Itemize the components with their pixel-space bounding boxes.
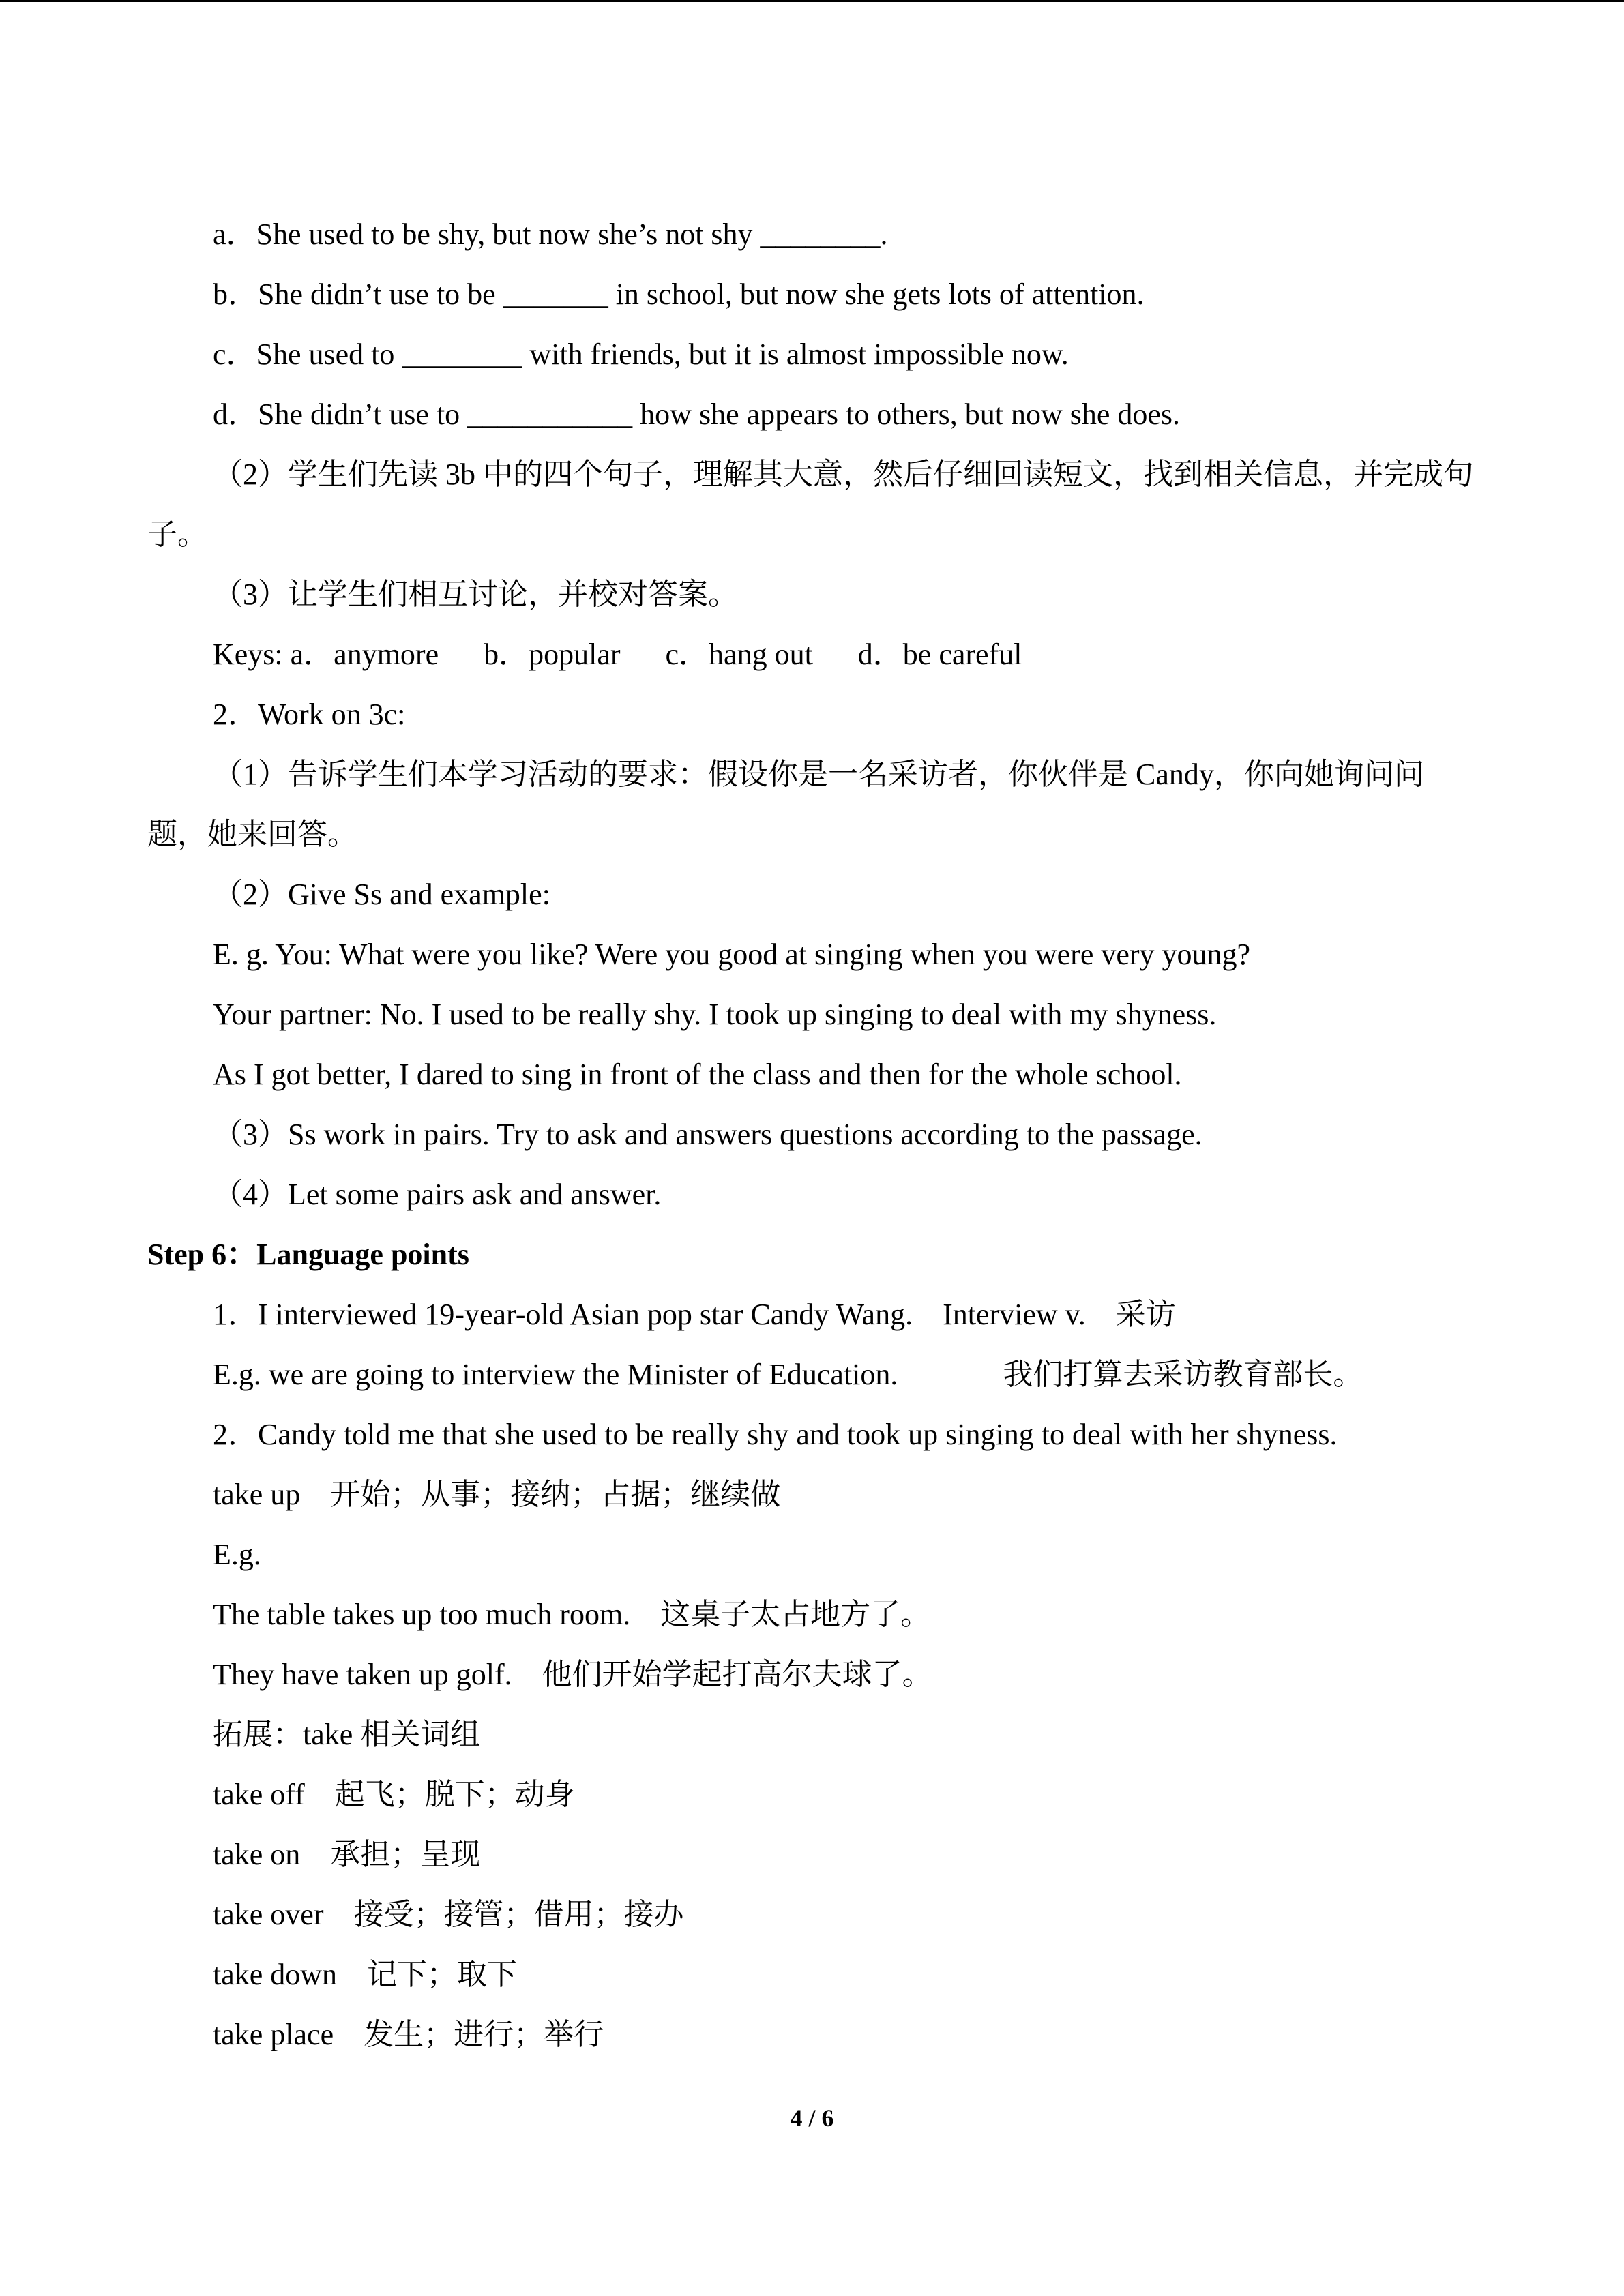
exercise-sentence-c: c．She used to ________ with friends, but it is almost impossible now. <box>213 338 1069 371</box>
example-answer-1: Your partner: No. I used to be really shy. I took up singing to deal with my shyness. <box>213 998 1217 1031</box>
example-answer-2: As I got better, I dared to sing in front of the class and then for the whole school. <box>213 1058 1182 1091</box>
top-border-line <box>0 0 1624 2</box>
exercise-sentence-b: b．She didn’t use to be _______ in school, but now she gets lots of attention. <box>213 278 1145 311</box>
example-question: E. g. You: What were you like? Were you good at singing when you were very young? <box>213 938 1251 971</box>
exercise-sentence-a: a．She used to be shy, but now she’s not shy ________. <box>213 218 888 251</box>
phrase-take-up: take up 开始；从事；接纳；占据；继续做 <box>213 1478 781 1511</box>
pair-work-instruction: （3）Ss work in pairs. Try to ask and answers questions according to the passage. <box>213 1118 1202 1151</box>
instruction-step-2: （2）学生们先读 3b 中的四个句子，理解其大意，然后仔细回读短文，找到相关信息，并完成句子。 <box>147 458 1473 551</box>
phrase-take-place: take place 发生；进行；举行 <box>213 2018 604 2051</box>
answer-keys: Keys: a．anymore b．popular c．hang out d．be careful <box>213 638 1022 671</box>
language-point-1-example: E.g. we are going to interview the Minister of Education. 我们打算去采访教育部长。 <box>213 1358 1363 1391</box>
language-point-2: 2．Candy told me that she used to be really shy and took up singing to deal with her shyness. <box>213 1418 1338 1451</box>
give-example-line: （2）Give Ss and example: <box>213 878 550 911</box>
pairs-answer-instruction: （4）Let some pairs ask and answer. <box>213 1178 662 1211</box>
take-up-example-1: The table takes up too much room. 这桌子太占地方了。 <box>213 1598 931 1631</box>
extension-heading: 拓展：take 相关词组 <box>213 1718 481 1751</box>
phrase-take-off: take off 起飞；脱下；动身 <box>213 1778 575 1811</box>
step-6-heading: Step 6：Language points <box>147 1238 469 1271</box>
phrase-take-over: take over 接受；接管；借用；接办 <box>213 1898 684 1931</box>
activity-requirement: （1）告诉学生们本学习活动的要求：假设你是一名采访者，你伙伴是 Candy，你向她询问问题，她来回答。 <box>147 758 1424 851</box>
example-label: E.g. <box>213 1538 261 1571</box>
page-number: 4 / 6 <box>790 2104 834 2132</box>
language-point-1: 1．I interviewed 19-year-old Asian pop star Candy Wang. Interview v. 采访 <box>213 1298 1176 1331</box>
phrase-take-on: take on 承担；呈现 <box>213 1838 481 1871</box>
work-on-3c-heading: 2．Work on 3c: <box>213 698 406 731</box>
document-body <box>147 205 1477 2065</box>
instruction-step-3: （3）让学生们相互讨论，并校对答案。 <box>213 578 738 611</box>
phrase-take-down: take down 记下；取下 <box>213 1958 518 1991</box>
exercise-sentence-d: d．She didn’t use to ___________ how she appears to others, but now she does. <box>213 398 1181 431</box>
take-up-example-2: They have taken up golf. 他们开始学起打高尔夫球了。 <box>213 1658 932 1691</box>
